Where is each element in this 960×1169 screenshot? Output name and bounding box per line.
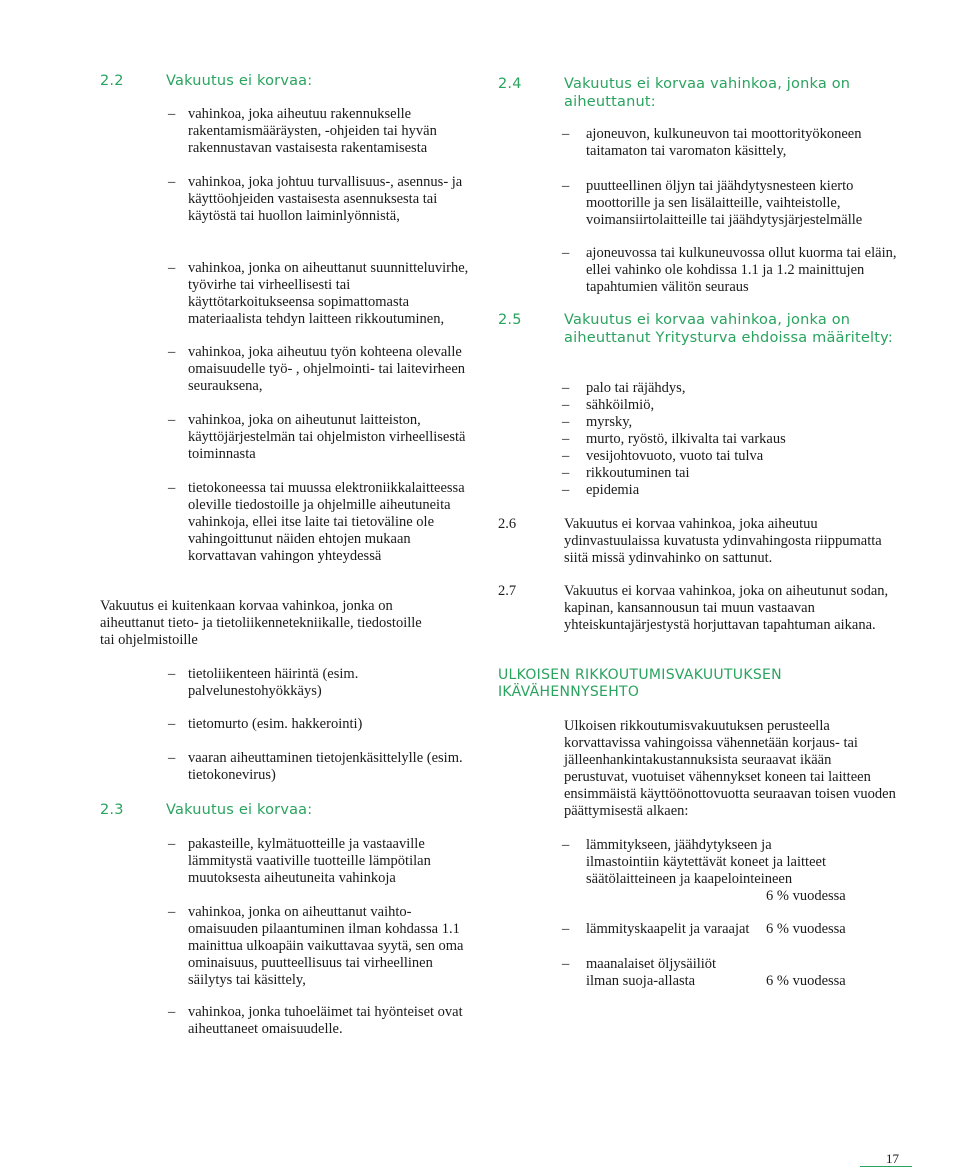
list-item: – rikkoutuminen tai	[562, 465, 690, 481]
list-item: – myrsky,	[562, 414, 633, 430]
deduction-row: – lämmityskaapelit ja varaajat 6 % vuodessa	[562, 921, 846, 937]
deduction-row: – lämmitykseen, jäähdytykseen ja ilmastointiin käytettävät koneet ja laitteet säätölaitteineen ja kaapelointeineen	[562, 837, 826, 887]
list-item: – vahinkoa, joka aiheutuu työn kohteena olevalle omaisuudelle työ- , ohjelmointi- tai laitevirheen seurauksena,	[168, 344, 466, 394]
section-number: 2.5	[498, 312, 522, 328]
deduction-row-percent: 6 % vuodessa	[766, 973, 846, 989]
section-2-6	[498, 516, 898, 567]
list-item: – vahinkoa, jonka on aiheuttanut suunnitteluvirhe, työvirhe tai virheellisesti tai käyttötarkoitukseensa sopimattomasta materiaalista tehdyn laitteen rikkoutuminen,	[168, 260, 469, 327]
list-item: – vahinkoa, jonka tuhoeläimet tai hyönteiset ovat aiheuttaneet omaisuudelle.	[168, 1004, 463, 1037]
list-item: – palo tai räjähdys,	[562, 380, 686, 396]
section-number: 2.6	[498, 516, 517, 532]
deduction-row: – maanalaiset öljysäiliöt ilman suoja-allasta	[562, 956, 717, 989]
list-item: – vahinkoa, joka on aiheutunut laitteiston, käyttöjärjestelmän tai ohjelmiston virheellisestä toiminnasta	[168, 412, 466, 462]
section-number: 2.3	[100, 802, 124, 818]
list-item: – sähköilmiö,	[562, 397, 655, 413]
section-2-2-heading	[100, 72, 470, 90]
list-item: – murto, ryöstö, ilkivalta tai varkaus	[562, 431, 786, 447]
section-text: Vakuutus ei korvaa vahinkoa, joka aiheutuu ydinvastuulaissa kuvatusta ydinvahingosta riippumatta siitä missä ydinvahinko on sattunut.	[564, 516, 882, 566]
section-title: Vakuutus ei korvaa vahinkoa, jonka on aiheuttanut:	[564, 76, 851, 110]
list-item: – puutteellinen öljyn tai jäähdytysnesteen kierto moottorille ja sen lisälaitteille, vaihteistolle, voimansiirtolaitteille tai jäähdytysjärjestelmälle	[562, 178, 863, 228]
section-title: Vakuutus ei korvaa:	[166, 73, 313, 89]
age-deduction-intro: Ulkoisen rikkoutumisvakuutuksen perusteella korvattavissa vahingoissa vähennetään korjaus- tai jälleenhankintakustannuksista seuraavat ikään perustuvat, vuotuiset vähennykset koneen tai laitteen ensimmäistä käyttöönottovuotta seuraavan toisen vuoden päättymisestä alkaen:	[564, 718, 896, 819]
page-number-rule	[860, 1166, 912, 1167]
section-number: 2.4	[498, 76, 522, 92]
section-number: 2.2	[100, 73, 124, 89]
list-item: – ajoneuvon, kulkuneuvon tai moottorityökoneen taitamaton tai varomaton käsittely,	[562, 126, 862, 159]
age-deduction-heading: ULKOISEN RIKKOUTUMISVAKUUTUKSEN IKÄVÄHENNYSEHTO	[498, 667, 782, 700]
list-item: – vesijohtovuoto, vuoto tai tulva	[562, 448, 764, 464]
list-item: – epidemia	[562, 482, 640, 498]
section-2-5-heading	[498, 311, 898, 347]
section-2-3-heading	[100, 801, 470, 819]
list-item: – tietomurto (esim. hakkerointi)	[168, 716, 363, 732]
section-title: Vakuutus ei korvaa:	[166, 802, 313, 818]
list-item: – vahinkoa, jonka on aiheuttanut vaihto-omaisuuden pilaantuminen ilman kohdassa 1.1 mainittua ulkoapäin vaikuttavaa syytä, sen oma ominaisuus, puutteellisuus tai virheellinen säilytys tai käsittely,	[168, 904, 464, 988]
list-item: – pakasteille, kylmätuotteille ja vastaaville lämmitystä vaativille tuotteille lämpötilan muutoksesta aiheutuneita vahinkoja	[168, 836, 431, 886]
deduction-row-percent: 6 % vuodessa	[766, 888, 846, 904]
section-text: Vakuutus ei korvaa vahinkoa, joka on aiheutunut sodan, kapinan, kansannousun tai muun vastaavan yhteiskuntajärjestystä horjuttavan tapahtuman aikana.	[564, 583, 889, 633]
list-item: – vahinkoa, joka aiheutuu rakennukselle rakentamismääräysten, -ohjeiden tai hyvän rakennustavan vastaisesta rakentamisesta	[168, 106, 437, 156]
section-2-7	[498, 583, 898, 634]
list-item: – vaaran aiheuttaminen tietojenkäsittelylle (esim. tietokonevirus)	[168, 750, 463, 783]
list-item: – vahinkoa, joka johtuu turvallisuus-, asennus- ja käyttöohjeiden vastaisesta asennuksesta tai käytöstä tai huollon laiminlyönnistä,	[168, 174, 463, 224]
page-number: 17	[886, 1151, 899, 1166]
section-2-4-heading	[498, 75, 898, 111]
paragraph: Vakuutus ei kuitenkaan korvaa vahinkoa, jonka on aiheuttanut tieto- ja tietoliikennetekniikalle, tiedostoille tai ohjelmistoille	[100, 598, 422, 648]
list-item: – ajoneuvossa tai kulkuneuvossa ollut kuorma tai eläin, ellei vahinko ole kohdissa 1.1 ja 1.2 mainittujen tapahtumien välitön seuraus	[562, 245, 897, 295]
section-number: 2.7	[498, 583, 517, 599]
list-item: – tietoliikenteen häirintä (esim. palvelunestohyökkäys)	[168, 666, 359, 699]
list-item: – tietokoneessa tai muussa elektroniikkalaitteessa oleville tiedostoille ja ohjelmille aiheutuneita vahinkoja, ellei itse laite tai tietoväline ole vahingoittunut näiden ehtojen mukaan korvattavan vahingon yhteydessä	[168, 480, 465, 564]
section-title: Vakuutus ei korvaa vahinkoa, jonka on aiheuttanut Yritysturva ehdoissa määritelty:	[564, 312, 893, 346]
